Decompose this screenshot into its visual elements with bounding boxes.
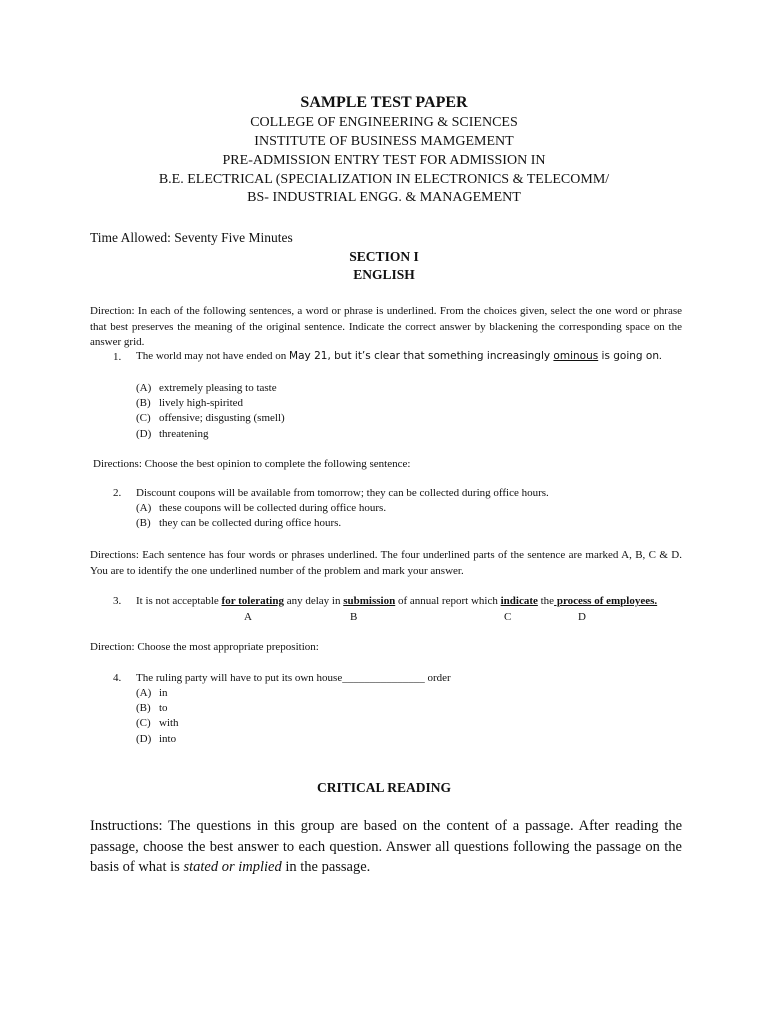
q1-text-rest: May 21, but it’s clear that something increasingly [289,350,554,362]
header-line-institute: INSTITUTE OF BUSINESS MAMGEMENT [254,134,514,149]
q4-option-b[interactable] [136,702,168,714]
option-label: (C) [136,717,151,729]
q1-text [136,350,662,362]
header-line-program-1: B.E. ELECTRICAL (SPECIALIZATION IN ELECTRONICS & TELECOMM/ [158,172,610,187]
critical-reading-instructions [90,816,682,878]
q3-part: the [537,595,555,607]
direction-3: Directions: Each sentence has four words or phrases underlined. The four underlined parts of the sentence are marked A, B, C & D. You are to identify the one underlined number of the problem and mark your answer. [90,549,682,577]
option-label: (B) [136,517,151,529]
instructions-italic: stated or implied [183,859,282,875]
header-line-college: COLLEGE OF ENGINEERING & SCIENCES [250,115,518,130]
option-label: (A) [136,382,152,394]
option-text: extremely pleasing to taste [159,382,277,394]
header-line-program-2: BS- INDUSTRIAL ENGG. & MANAGEMENT [247,190,521,205]
time-allowed: Time Allowed: Seventy Five Minutes [90,230,293,245]
q3-number: 3. [113,595,122,607]
option-label: (A) [136,687,152,699]
q4-text: The ruling party will have to put its own house_______________ order [136,672,451,684]
critical-reading-heading: CRITICAL READING [317,780,451,795]
q2-number: 2. [113,487,122,499]
option-text: to [159,702,168,714]
q3-letter-d: D [578,611,586,623]
instructions-end: in the passage. [281,859,371,875]
q1-text-end: is going on [598,350,660,362]
q3-letter-b: B [350,611,358,623]
option-label: (D) [136,733,152,745]
option-label: (D) [136,428,152,440]
option-label: (B) [136,397,151,409]
q1-text-plain: The world may not have ended on [136,350,290,362]
direction-2: Directions: Choose the best opinion to complete the following sentence: [93,458,411,470]
option-label: (C) [136,412,151,424]
q4-number: 4. [113,672,122,684]
q3-part: of annual report which [395,595,501,607]
q1-number: 1. [113,351,122,363]
option-text: these coupons will be collected during office hours. [159,502,387,514]
q4-option-c[interactable] [136,717,179,729]
q1-option-c[interactable] [136,412,285,424]
direction-1: Direction: In each of the following sentences, a word or phrase is underlined. From the choices given, select the one word or phrase that best preserves the meaning of the original sentence. Indicate the correct answer by blackening the corresponding space on the answer grid. [90,305,682,348]
option-text: they can be collected during office hours. [159,517,342,529]
q3-underlined-b: submission [343,595,396,607]
q1-option-b[interactable] [136,397,243,409]
option-text: threatening [159,428,209,440]
q2-text: Discount coupons will be available from tomorrow; they can be collected during office hours. [136,487,549,499]
option-text: with [159,717,179,729]
option-text: offensive; disgusting (smell) [159,412,285,424]
q4-option-d[interactable] [136,733,176,745]
option-text: lively high-spirited [159,397,244,409]
option-text: in [159,687,168,699]
q3-letter-c: C [504,611,512,623]
q2-option-a[interactable] [136,502,386,514]
q1-period: . [659,350,662,362]
q1-option-a[interactable] [136,382,277,394]
section-number: SECTION I [349,249,419,264]
q1-option-d[interactable] [136,428,208,440]
instructions-start: Instructions: The questions in this group are based on the content of a passage. After reading the passage, choose the best answer to each question. Answer all questions following the passage on the basis of what is [90,818,682,875]
option-label: (B) [136,702,151,714]
q4-option-a[interactable] [136,687,168,699]
section-name: ENGLISH [353,267,415,282]
q3-underlined-c: indicate [500,595,538,607]
q3-part: any delay in [283,595,344,607]
q2-option-b[interactable] [136,517,341,529]
paper-title: SAMPLE TEST PAPER [300,94,468,111]
q3-underlined-a: for tolerating [221,595,284,607]
header-line-test: PRE-ADMISSION ENTRY TEST FOR ADMISSION IN [222,153,546,168]
q3-letter-a: A [244,611,252,623]
option-text: into [159,733,177,745]
option-label: (A) [136,502,152,514]
q3-underlined-d: process of employees. [554,595,658,607]
q3-part: It is not acceptable [136,595,222,607]
q1-underlined-word: ominous [553,350,599,362]
direction-4: Direction: Choose the most appropriate preposition: [90,641,319,653]
q3-text [136,595,657,607]
